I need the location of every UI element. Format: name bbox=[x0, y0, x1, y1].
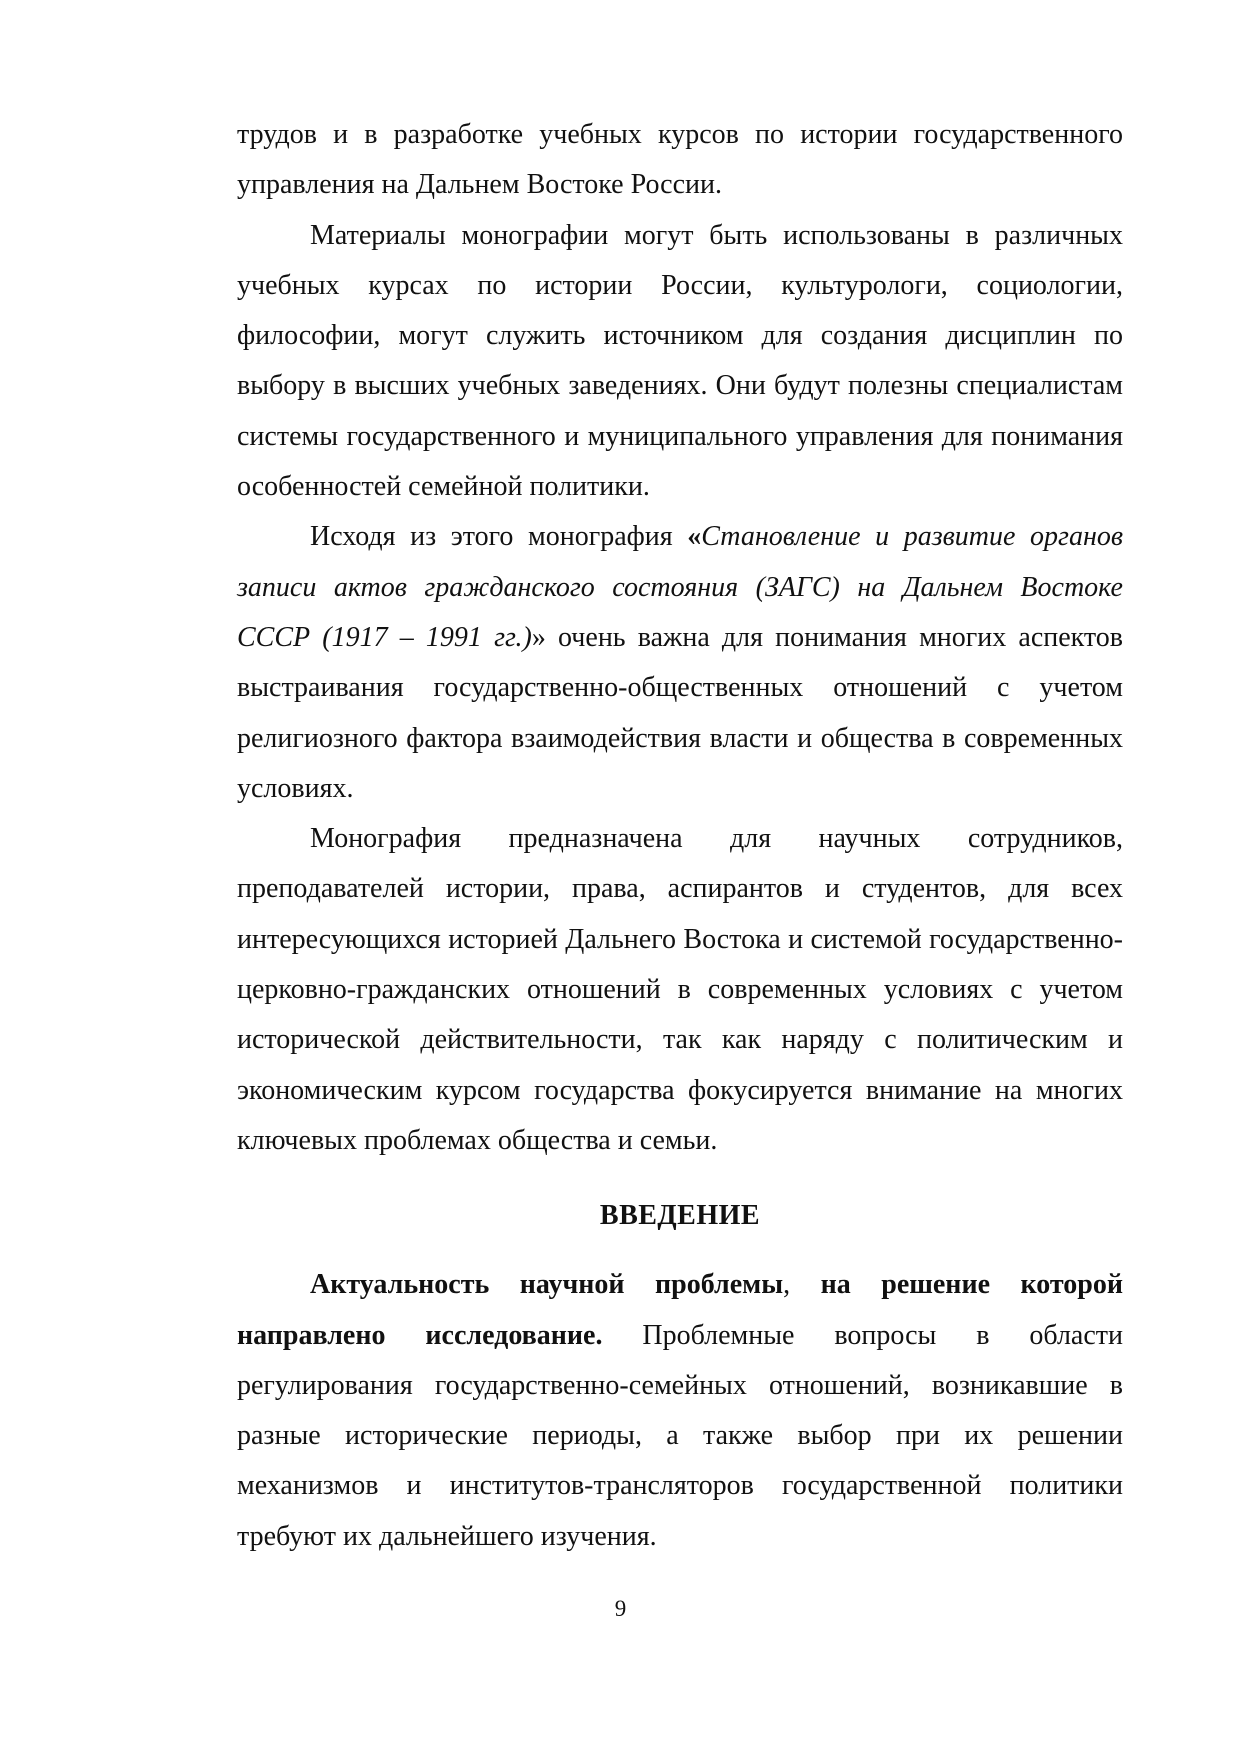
relevance-bold-tail: на решение которой направлено исследование. bbox=[237, 1269, 1123, 1351]
paragraph-continuation: трудов и в разработке учебных курсов по истории государственного управления на Дальнем Востоке России. bbox=[237, 119, 1123, 201]
document-body bbox=[237, 110, 1123, 1562]
monograph-close-quote: » bbox=[531, 621, 546, 653]
monograph-title: Становление и развитие органов записи актов гражданского состояния (ЗАГС) на Дальнем Востоке СССР (1917 – 1991 гг.) bbox=[237, 521, 1124, 653]
monograph-open-quote: « bbox=[687, 521, 702, 553]
paragraph-monograph bbox=[237, 512, 1123, 814]
relevance-rest-text: Проблемные вопросы в области регулирования государственно-семейных отношений, возникавшие в разные исторические периоды, а также выбор при их решении механизмов и институтов-трансляторов государственной политики требуют их дальнейшего изучения. bbox=[237, 1319, 1123, 1552]
relevance-comma: , bbox=[783, 1269, 791, 1301]
paragraph-materials: Материалы монографии могут быть использованы в различных учебных курсах по истории России, культурологи, социологии, философии, могут служить источником для создания дисциплин по выбору в высших учебных заведениях. Они будут полезны специалистам системы государственного и муниципального управления для понимания особенностей семейной политики. bbox=[237, 219, 1123, 503]
relevance-bold-lead: Актуальность научной проблемы bbox=[310, 1269, 784, 1301]
page-number: 9 bbox=[614, 1596, 627, 1621]
monograph-rest-text: очень важна для понимания многих аспектов выстраивания государственно-общественных отношений с учетом религиозного фактора взаимодействия власти и общества в современных условиях. bbox=[237, 621, 1123, 804]
paragraph-audience: Монография предназначена для научных сотрудников, преподавателей истории, права, аспирантов и студентов, для всех интересующихся историей Дальнего Востока и системой государственно-церковно-гражданских отношений в современных условиях с учетом исторической действительности, так как наряду с политическим и экономическим курсом государства фокусируется внимание на многих ключевых проблемах общества и семьи. bbox=[237, 823, 1123, 1156]
monograph-lead-text: Исходя из этого монография bbox=[310, 521, 688, 553]
section-heading: ВВЕДЕНИЕ bbox=[599, 1200, 761, 1232]
paragraph-relevance bbox=[237, 1260, 1123, 1562]
